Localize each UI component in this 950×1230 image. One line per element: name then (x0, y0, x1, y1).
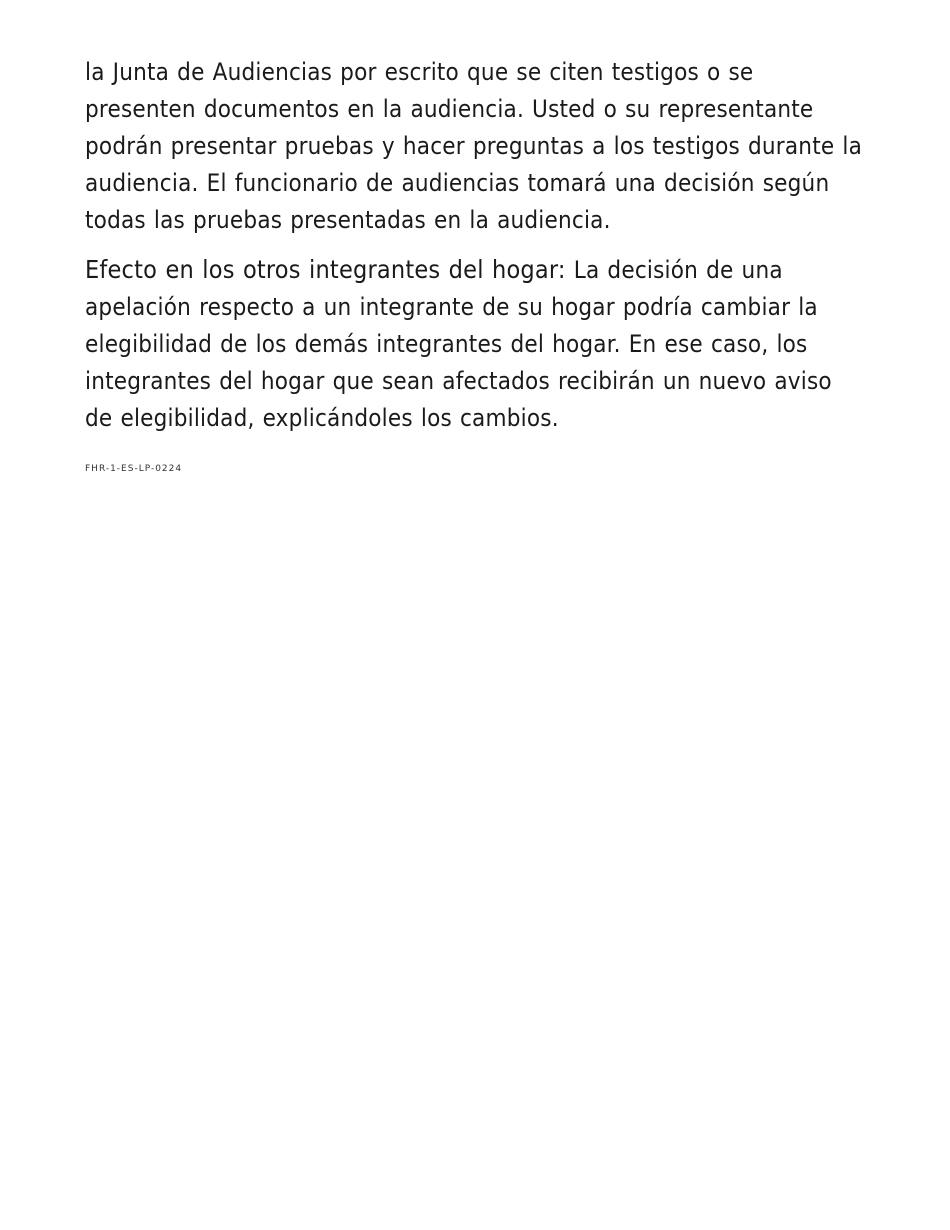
document-page (85, 54, 865, 474)
household-effect-paragraph (85, 251, 865, 437)
form-code: FHR-1-ES-LP-0224 (85, 464, 183, 474)
household-effect-heading: Efecto en los otros integrantes del hogar: (85, 255, 566, 284)
hearing-procedure-paragraph: la Junta de Audiencias por escrito que se citen testigos o se presenten documentos en la audiencia. Usted o su representante podrán presentar pruebas y hacer preguntas a los testigos durante la audiencia. El funcionario de audiencias tomará una decisión según todas las pruebas presentadas en la audiencia. (85, 58, 863, 234)
household-effect-text: La decisión de una apelación respecto a un integrante de su hogar podría cambiar la elegibilidad de los demás integrantes del hogar. En ese caso, los integrantes del hogar que sean afectados recibirán un nuevo aviso de elegibilidad, explicándoles los cambios. (85, 256, 832, 432)
